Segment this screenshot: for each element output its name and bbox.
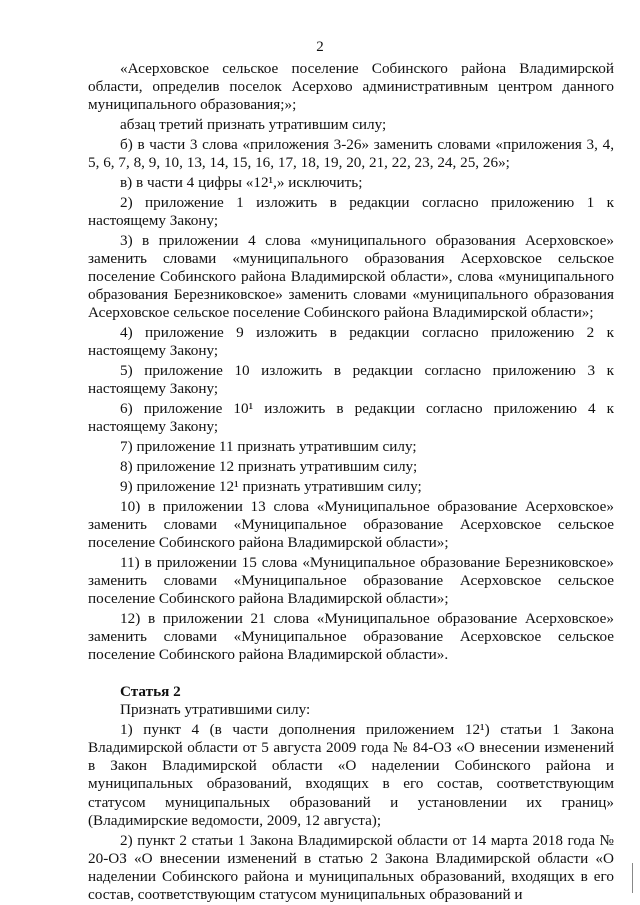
paragraph-item-2: 2) приложение 1 изложить в редакции согласно приложению 1 к настоящему Закону; [88, 193, 614, 229]
paragraph-item-12: 12) в приложении 21 слова «Муниципальное образование Асерховское» заменить словами «Муниципальное образование Асерховское сельское поселение Собинского района Владимирской области». [88, 609, 614, 664]
paragraph-item-4: 4) приложение 9 изложить в редакции согласно приложению 2 к настоящему Закону; [88, 324, 614, 360]
document-body [88, 60, 614, 904]
paragraph-item-8: 8) приложение 12 признать утратившим силу; [120, 457, 418, 475]
paragraph-item-b: б) в части 3 слова «приложения 3-26» заменить словами «приложения 3, 4, 5, 6, 7, 8, 9, 10, 13, 14, 15, 16, 17, 18, 19, 20, 21, 22, 23, 24, 25, 26»; [88, 135, 614, 172]
paragraph-item-10: 10) в приложении 13 слова «Муниципальное образование Асерховское» заменить словами «Муниципальное образование Асерховское сельское поселение Собинского района Владимирской области»; [88, 497, 614, 551]
article-item-2: 2) пункт 2 статьи 1 Закона Владимирской области от 14 марта 2018 года № 20-ОЗ «О внесении изменений в статью 2 Закона Владимирской области «О наделении Собинского района и муниципальных образований, входящих в его состав, соответствующим статусом муниципальных образований и [88, 831, 614, 903]
paragraph-item-5: 5) приложение 10 изложить в редакции согласно приложению 3 к настоящему Закону; [88, 362, 614, 398]
article-intro: Признать утратившими силу: [120, 701, 311, 719]
article-item-1: 1) пункт 4 (в части дополнения приложением 12¹) статьи 1 Закона Владимирской области от 5 августа 2009 года № 84-ОЗ «О внесении изменений в Закон Владимирской области «О наделении Собинского района и муниципальных образований, входящих в его состав, соответствующим статусом муниципальных образований и установлении их границ» (Владимирские ведомости, 2009, 12 августа); [88, 721, 614, 829]
paragraph-item-9: 9) приложение 12¹ признать утратившим силу; [120, 477, 422, 495]
paragraph-item-11: 11) в приложении 15 слова «Муниципальное образование Березниковское» заменить словами «Муниципальное образование Асерховское сельское поселение Собинского района Владимирской области»; [88, 553, 614, 607]
paragraph-quote-continuation: «Асерховское сельское поселение Собинского района Владимирской области, определив поселок Асерхово административным центром данного муниципального образования;»; [88, 60, 614, 114]
paragraph-item-v: в) в части 4 цифры «12¹,» исключить; [120, 173, 363, 191]
article-heading: Статья 2 [120, 683, 181, 701]
paragraph-item-6: 6) приложение 10¹ изложить в редакции согласно приложению 4 к настоящему Закону; [88, 400, 614, 436]
paragraph-item-3: 3) в приложении 4 слова «муниципального образования Асерховское» заменить словами «муниципального образования Асерховское сельское поселение Собинского района Владимирской области», слова «муниципального образования Березниковское» заменить словами «муниципального образования Асерховское сельское поселение Собинского района Владимирской области»; [88, 231, 614, 322]
page-number: 2 [316, 39, 324, 55]
paragraph-item-7: 7) приложение 11 признать утратившим силу; [120, 438, 417, 456]
scan-edge-line [632, 863, 633, 893]
paragraph-abzac-third: абзац третий признать утратившим силу; [120, 116, 387, 134]
